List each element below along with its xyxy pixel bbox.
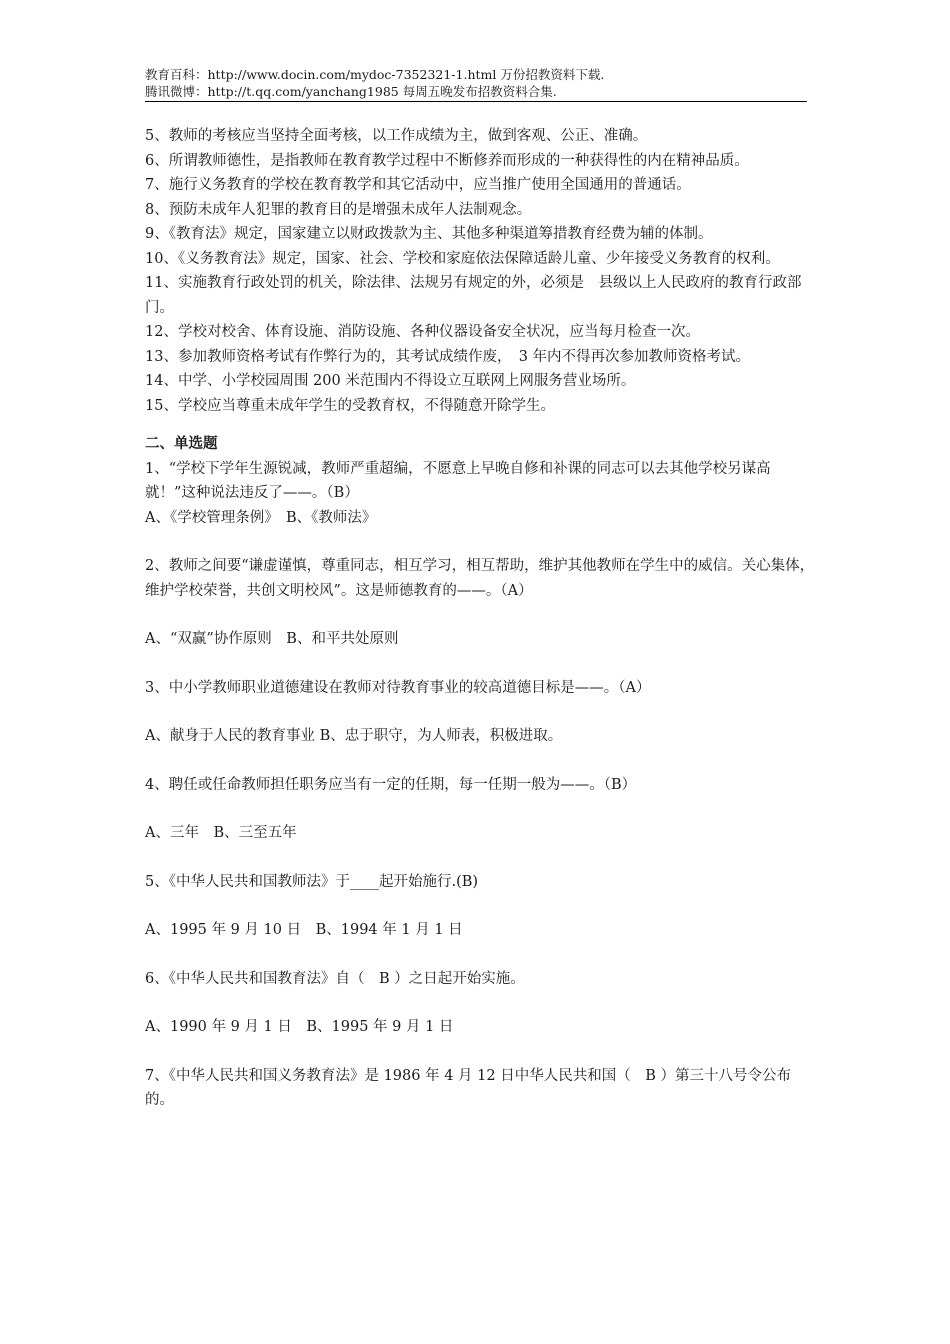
question-2: 2、教师之间要“谦虚谨慎，尊重同志，相互学习，相互帮助，维护其他教师在学生中的威信。关心集体，维护学校荣誉，共创文明校风”。这是师德教育的——。（A） bbox=[145, 558, 815, 599]
question-6-options: A、1990 年 9 月 1 日 B、1995 年 9 月 1 日 bbox=[145, 1019, 454, 1035]
judgment-item: 9、《教育法》规定，国家建立以财政拨款为主、其他多种渠道筹措教育经费为辅的体制。 bbox=[145, 226, 713, 242]
judgment-item: 7、施行义务教育的学校在教育教学和其它活动中，应当推广使用全国通用的普通话。 bbox=[145, 177, 691, 193]
question-2-options: A、“双赢”协作原则 B、和平共处原则 bbox=[145, 631, 399, 647]
question-5: 5、《中华人民共和国教师法》于____起开始施行.(B) bbox=[145, 873, 479, 890]
question-3-options: A、献身于人民的教育事业 B、忠于职守，为人师表，积极进取。 bbox=[145, 728, 563, 744]
document-body bbox=[145, 124, 817, 1113]
judgment-item: 14、中学、小学校园周围 200 米范围内不得设立互联网上网服务营业场所。 bbox=[145, 373, 636, 389]
question-4-options: A、三年 B、三至五年 bbox=[145, 825, 297, 841]
judgment-item: 15、学校应当尊重未成年学生的受教育权，不得随意开除学生。 bbox=[145, 397, 555, 414]
section-title: 二、单选题 bbox=[145, 435, 218, 452]
question-6: 6、《中华人民共和国教育法》自（ B ）之日起开始实施。 bbox=[145, 970, 525, 987]
page-header bbox=[145, 66, 807, 102]
question-4: 4、聘任或任命教师担任职务应当有一定的任期，每一任期一般为——。（B） bbox=[145, 776, 637, 793]
question-7: 7、《中华人民共和国义务教育法》是 1986 年 4 月 12 日中华人民共和国（ B ）第三十八号令公布的。 bbox=[145, 1067, 791, 1108]
judgment-item: 8、预防未成年人犯罪的教育目的是增强未成年人法制观念。 bbox=[145, 201, 532, 218]
question-5-options: A、1995 年 9 月 10 日 B、1994 年 1 月 1 日 bbox=[145, 922, 463, 938]
question-1: 1、“学校下学年生源锐减，教师严重超编，不愿意上早晚自修和补课的同志可以去其他学校另谋高就！”这种说法违反了——。（B） bbox=[145, 460, 771, 501]
judgment-item: 6、所谓教师德性，是指教师在教育教学过程中不断修养而形成的一种获得性的内在精神品质。 bbox=[145, 152, 749, 169]
judgment-item: 10、《义务教育法》规定，国家、社会、学校和家庭依法保障适龄儿童、少年接受义务教育的权利。 bbox=[145, 250, 780, 267]
judgment-item: 12、学校对校舍、体育设施、消防设施、各种仪器设备安全状况，应当每月检查一次。 bbox=[145, 324, 700, 340]
judgment-item: 11、实施教育行政处罚的机关，除法律、法规另有规定的外，必须是 县级以上人民政府的教育行政部门。 bbox=[145, 275, 802, 316]
header-line-2: 腾讯微博：http://t.qq.com/yanchang1985 每周五晚发布招教资料合集. bbox=[145, 84, 557, 99]
question-3: 3、中小学教师职业道德建设在教师对待教育事业的较高道德目标是——。（A） bbox=[145, 679, 651, 696]
judgment-item: 5、教师的考核应当坚持全面考核，以工作成绩为主，做到客观、公正、准确。 bbox=[145, 128, 648, 144]
header-line-1: 教育百科：http://www.docin.com/mydoc-7352321-1.html 万份招教资料下载. bbox=[145, 67, 605, 82]
question-1-options: A、《学校管理条例》 B、《教师法》 bbox=[145, 509, 377, 526]
judgment-item: 13、参加教师资格考试有作弊行为的，其考试成绩作废， 3 年内不得再次参加教师资格考试。 bbox=[145, 348, 751, 365]
